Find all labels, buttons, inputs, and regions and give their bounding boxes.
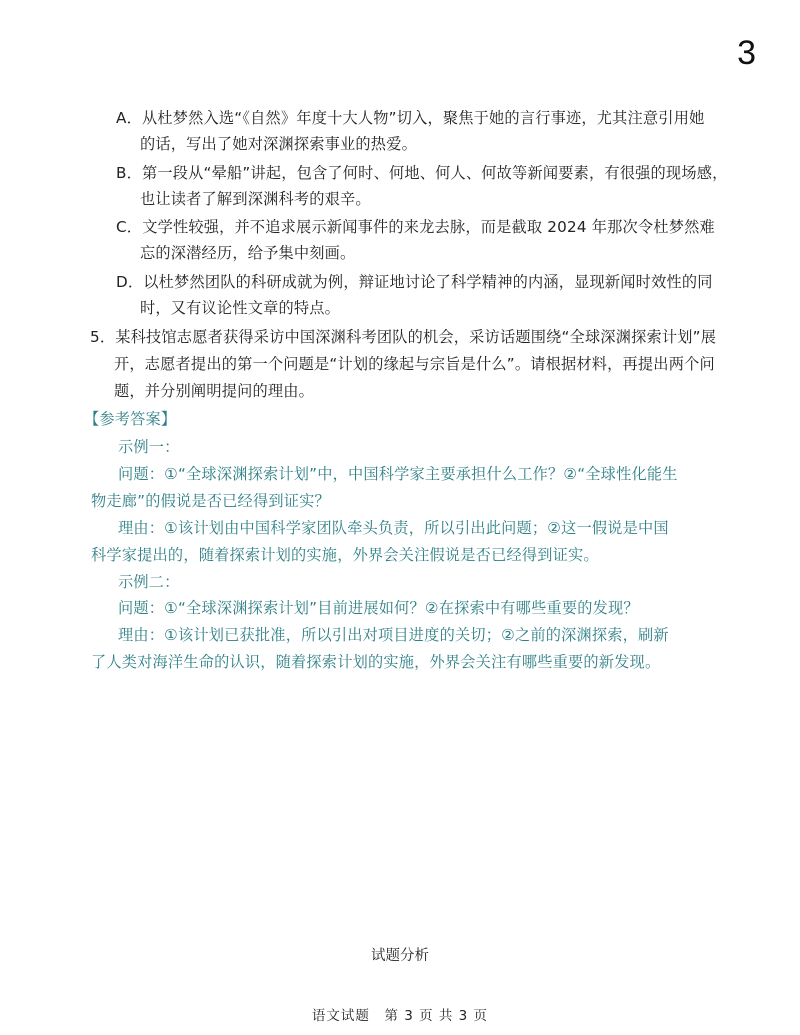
example-1-label: 示例一：	[118, 438, 180, 456]
option-c-line-1: C．文学性较强，并不追求展示新闻事件的来龙去脉，而是截取 2024 年那次令杜梦然难	[116, 218, 715, 236]
example-2-reason-line-1: 理由：①该计划已获批准，所以引出对项目进度的关切；②之前的深渊探索，刷新	[118, 626, 669, 644]
option-d-line-1: D．以杜梦然团队的科研成就为例，辩证地讨论了科学精神的内涵，显现新闻时效性的同	[116, 273, 713, 291]
option-b-line-1: B．第一段从“晕船”讲起，包含了何时、何地、何人、何故等新闻要素，有很强的现场感，	[116, 164, 728, 182]
section-title: 试题分析	[371, 948, 429, 964]
option-a-line-1: A．从杜梦然入选“《自然》年度十大人物”切入，聚焦于她的言行事迹，尤其注意引用她	[116, 109, 705, 127]
question-5-line-3: 题，并分别阐明提问的理由。	[114, 382, 315, 400]
example-1-question-line-2: 物走廊”的假说是否已经得到证实？	[91, 492, 330, 510]
option-c-line-2: 忘的深潜经历，给予集中刻画。	[140, 244, 356, 262]
answer-header: 【参考答案】	[84, 410, 177, 428]
option-a-line-2: 的话，写出了她对深渊探索事业的热爱。	[140, 135, 417, 153]
example-1-reason-line-2: 科学家提出的，随着探索计划的实施，外界会关注假说是否已经得到证实。	[91, 546, 599, 564]
example-1-reason-line-1: 理由：①该计划由中国科学家团队牵头负责，所以引出此问题；②这一假说是中国	[118, 519, 669, 537]
question-5-line-2: 开，志愿者提出的第一个问题是“计划的缘起与宗旨是什么”。请根据材料，再提出两个问	[114, 355, 715, 373]
example-2-reason-line-2: 了人类对海洋生命的认识，随着探索计划的实施，外界会关注有哪些重要的新发现。	[91, 653, 661, 671]
example-1-question-line-1: 问题：①“全球深渊探索计划”中，中国科学家主要承担什么工作？②“全球性化能生	[118, 465, 678, 483]
option-d-line-2: 时，又有议论性文章的特点。	[140, 299, 341, 317]
option-b-line-2: 也让读者了解到深渊科考的艰辛。	[140, 190, 371, 208]
example-2-label: 示例二：	[118, 573, 180, 591]
example-2-question: 问题：①“全球深渊探索计划”目前进展如何？②在探索中有哪些重要的发现？	[118, 599, 639, 617]
page-footer: 语文试题 第 3 页 共 3 页	[311, 1008, 489, 1024]
question-5-line-1: 5．某科技馆志愿者获得采访中国深渊科考团队的机会，采访话题围绕“全球深渊探索计划”展	[90, 328, 717, 346]
page-number: 3	[737, 34, 756, 72]
